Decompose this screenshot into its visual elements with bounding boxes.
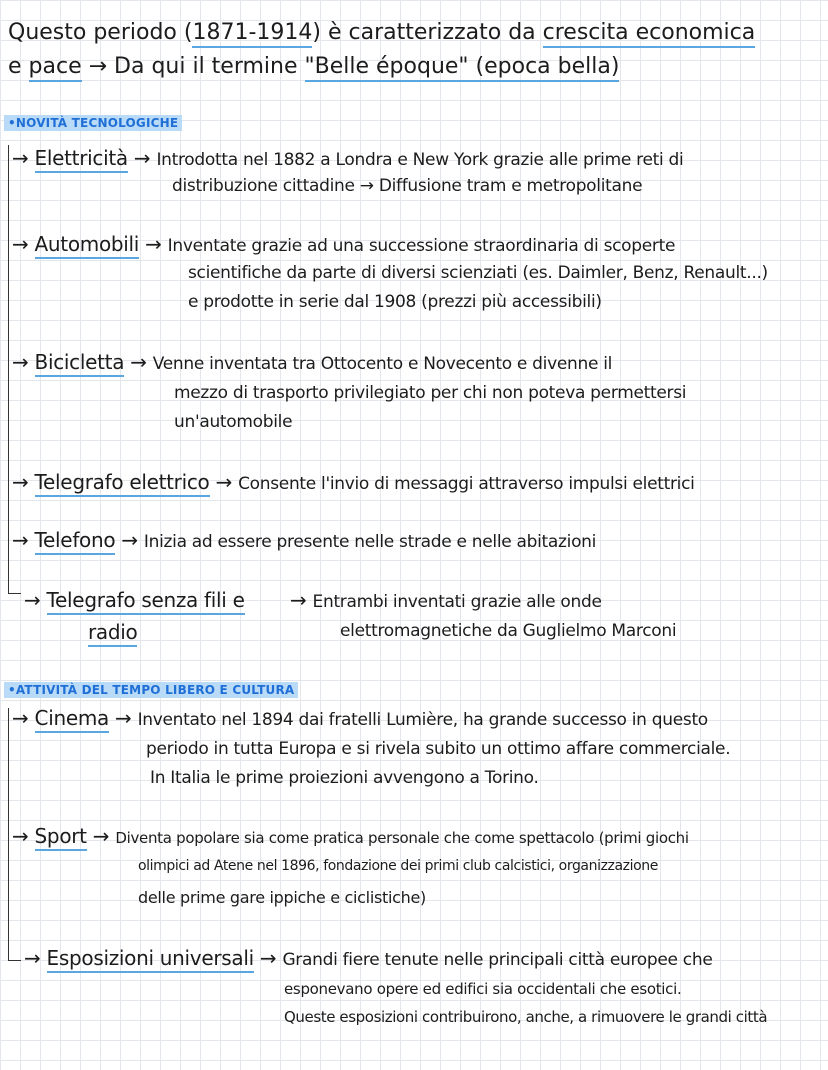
item-text-line: mezzo di trasporto privilegiato per chi non poteva permettersi [174, 383, 687, 403]
tech-item-telefono [12, 528, 596, 552]
section-heading-culture [4, 683, 298, 697]
term-label: radio [88, 620, 137, 647]
item-text-line: In Italia le prime proiezioni avvengono a Torino. [150, 768, 539, 788]
item-text: Inizia ad essere presente nelle strade e nelle abitazioni [143, 532, 597, 552]
term-label: Elettricità [35, 146, 128, 173]
item-text: Grandi fiere tenute nelle principali città europee che [282, 950, 713, 970]
term-label: Esposizioni universali [47, 946, 254, 973]
item-text: Diventa popolare sia come pratica personale che come spettacolo (primi giochi [115, 829, 689, 847]
item-text-line: periodo in tutta Europa e si rivela subito un ottimo affare commerciale. [146, 739, 731, 759]
item-text-line: delle prime gare ippiche e ciclistiche) [138, 888, 426, 907]
term-label: Telegrafo senza fili e [47, 588, 245, 615]
arrow-icon: → [12, 706, 29, 730]
culture-bracket-hook [8, 946, 21, 961]
arrow-icon: → [121, 528, 138, 552]
item-text-line: scientifiche da parte di diversi scienziati (es. Daimler, Benz, Renault...) [188, 263, 768, 283]
term-label: Automobili [35, 232, 140, 259]
arrow-icon: → [12, 146, 29, 170]
culture-item-esposizioni [24, 946, 712, 970]
intro-text: → Da qui il termine [81, 54, 305, 79]
term-label: Telefono [35, 528, 116, 555]
culture-item-cinema [12, 706, 708, 730]
section-heading-tech [4, 116, 182, 130]
section-heading-text: •NOVITÀ TECNOLOGICHE [4, 115, 182, 131]
tech-item-telegrafo-elettrico [12, 470, 695, 494]
intro-text: ) è caratterizzato da [312, 20, 543, 45]
arrow-icon: → [290, 588, 307, 612]
item-text: Inventate grazie ad una successione straordinaria di scoperte [167, 236, 676, 256]
arrow-icon: → [259, 946, 277, 970]
arrow-icon: → [133, 146, 151, 170]
culture-item-sport [12, 824, 689, 848]
arrow-icon: → [92, 824, 110, 848]
intro-belle-epoque: "Belle époque" (epoca bella) [305, 54, 620, 82]
arrow-icon: → [24, 588, 41, 612]
intro-text: e [8, 54, 29, 79]
term-label: Bicicletta [35, 350, 125, 377]
tech-item-telegrafo-radio [24, 588, 245, 612]
arrow-icon: → [145, 232, 162, 256]
intro-peace: pace [29, 54, 82, 82]
intro-line-1 [8, 20, 755, 45]
section-heading-text: •ATTIVITÀ DEL TEMPO LIBERO E CULTURA [4, 682, 298, 698]
item-text-line: elettromagnetiche da Guglielmo Marconi [340, 621, 677, 641]
item-text-telegrafo-radio [290, 588, 602, 612]
intro-line-2 [8, 54, 619, 79]
arrow-icon: → [12, 824, 29, 848]
item-text: Venne inventata tra Ottocento e Novecento e divenne il [152, 354, 613, 374]
tech-item-bicicletta [12, 350, 612, 374]
arrow-icon: → [12, 232, 29, 256]
intro-growth: crescita economica [543, 20, 756, 48]
intro-years: 1871-1914 [192, 20, 312, 48]
item-text-line: distribuzione cittadine → Diffusione tram e metropolitane [172, 176, 643, 196]
arrow-icon: → [12, 528, 29, 552]
tech-item-automobili [12, 232, 675, 256]
arrow-icon: → [12, 470, 29, 494]
item-text: Consente l'invio di messaggi attraverso impulsi elettrici [238, 474, 695, 494]
term-label: Telegrafo elettrico [35, 470, 210, 497]
intro-text: Questo periodo ( [8, 20, 193, 45]
arrow-icon: → [130, 350, 147, 374]
item-text-line: e prodotte in serie dal 1908 (prezzi più accessibili) [188, 292, 602, 312]
culture-bracket-line [8, 708, 9, 958]
arrow-icon: → [24, 946, 41, 970]
tech-item-elettricita [12, 146, 683, 170]
arrow-icon: → [115, 706, 132, 730]
arrow-icon: → [215, 470, 233, 494]
term-label-radio [88, 620, 137, 644]
arrow-icon: → [12, 350, 29, 374]
item-text-line: Queste esposizioni contribuirono, anche, a rimuovere le grandi città [284, 1008, 768, 1026]
item-text: Introdotta nel 1882 a Londra e New York grazie alle prime reti di [156, 150, 684, 170]
item-text-line: olimpici ad Atene nel 1896, fondazione dei primi club calcistici, organizzazione [138, 858, 658, 874]
item-text-line: un'automobile [174, 412, 293, 432]
item-text: Entrambi inventati grazie alle onde [312, 592, 602, 612]
term-label: Sport [35, 824, 87, 851]
item-text-line: esponevano opere ed edifici sia occidentali che esotici. [284, 980, 682, 998]
term-label: Cinema [35, 706, 109, 733]
item-text: Inventato nel 1894 dai fratelli Lumière, ha grande successo in questo [137, 710, 708, 730]
tech-bracket-line [8, 145, 9, 591]
tech-bracket-hook [8, 579, 21, 594]
